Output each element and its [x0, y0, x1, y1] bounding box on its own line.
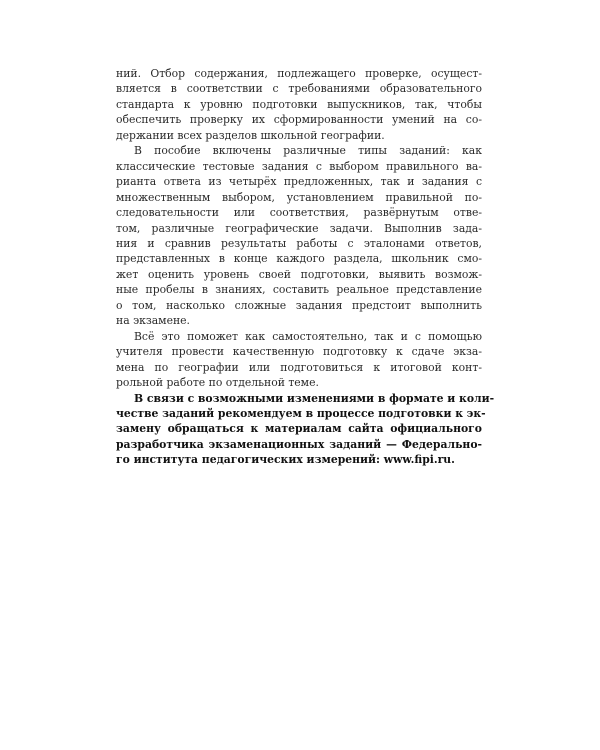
text-line: следовательности или соответствия, развёрнутым отве-	[116, 206, 482, 220]
paragraph-3	[116, 329, 482, 391]
text-line: рольной работе по отдельной теме.	[116, 376, 319, 390]
text-line: жет оценить уровень своей подготовки, выявить возмож-	[116, 267, 482, 281]
text-line: представленных в конце каждого раздела, школьник смо-	[116, 252, 482, 266]
text-line: разработчика экзаменационных заданий — Федерально-	[116, 437, 482, 451]
text-line: стандарта к уровню подготовки выпускников, так, чтобы	[116, 97, 482, 111]
text-line: Всё это поможет как самостоятельно, так и с помощью	[134, 329, 482, 343]
text-line: рианта ответа из четырёх предложенных, так и задания с	[116, 175, 482, 189]
text-line: мена по географии или подготовиться к итоговой конт-	[116, 360, 482, 374]
text-line: честве заданий рекомендуем в процессе подготовки к эк-	[116, 406, 486, 420]
text-line: на экзамене.	[116, 314, 190, 328]
text-line: классические тестовые задания с выбором правильного ва-	[116, 159, 482, 173]
text-line: множественным выбором, установлением правильной по-	[116, 190, 482, 204]
page-body	[116, 66, 495, 468]
paragraph-2	[116, 143, 482, 328]
text-line: В связи с возможными изменениями в формате и коли-	[134, 391, 495, 405]
text-line: вляется в соответствии с требованиями образовательного	[116, 82, 482, 96]
text-line: ния и сравнив результаты работы с эталонами ответов,	[116, 236, 482, 250]
paragraph-1	[116, 66, 482, 143]
text-line: том, различные географические задачи. Выполнив зада-	[116, 221, 482, 235]
text-line: обеспечить проверку их сформированности умений на со-	[116, 113, 482, 127]
text-line: го института педагогических измерений: www.fipi.ru.	[116, 453, 455, 467]
paragraph-4-bold-notice	[116, 391, 495, 468]
text-line: ные пробелы в знаниях, составить реальное представление	[116, 283, 482, 297]
text-line: держании всех разделов школьной географии.	[116, 128, 385, 142]
text-line: ний. Отбор содержания, подлежащего проверке, осущест-	[116, 67, 482, 80]
text-line: замену обращаться к материалам сайта официального	[116, 422, 482, 436]
text-line: о том, насколько сложные задания предстоит выполнить	[116, 298, 482, 312]
text-line: В пособие включены различные типы заданий: как	[134, 144, 482, 158]
text-line: учителя провести качественную подготовку к сдаче экза-	[116, 345, 482, 359]
